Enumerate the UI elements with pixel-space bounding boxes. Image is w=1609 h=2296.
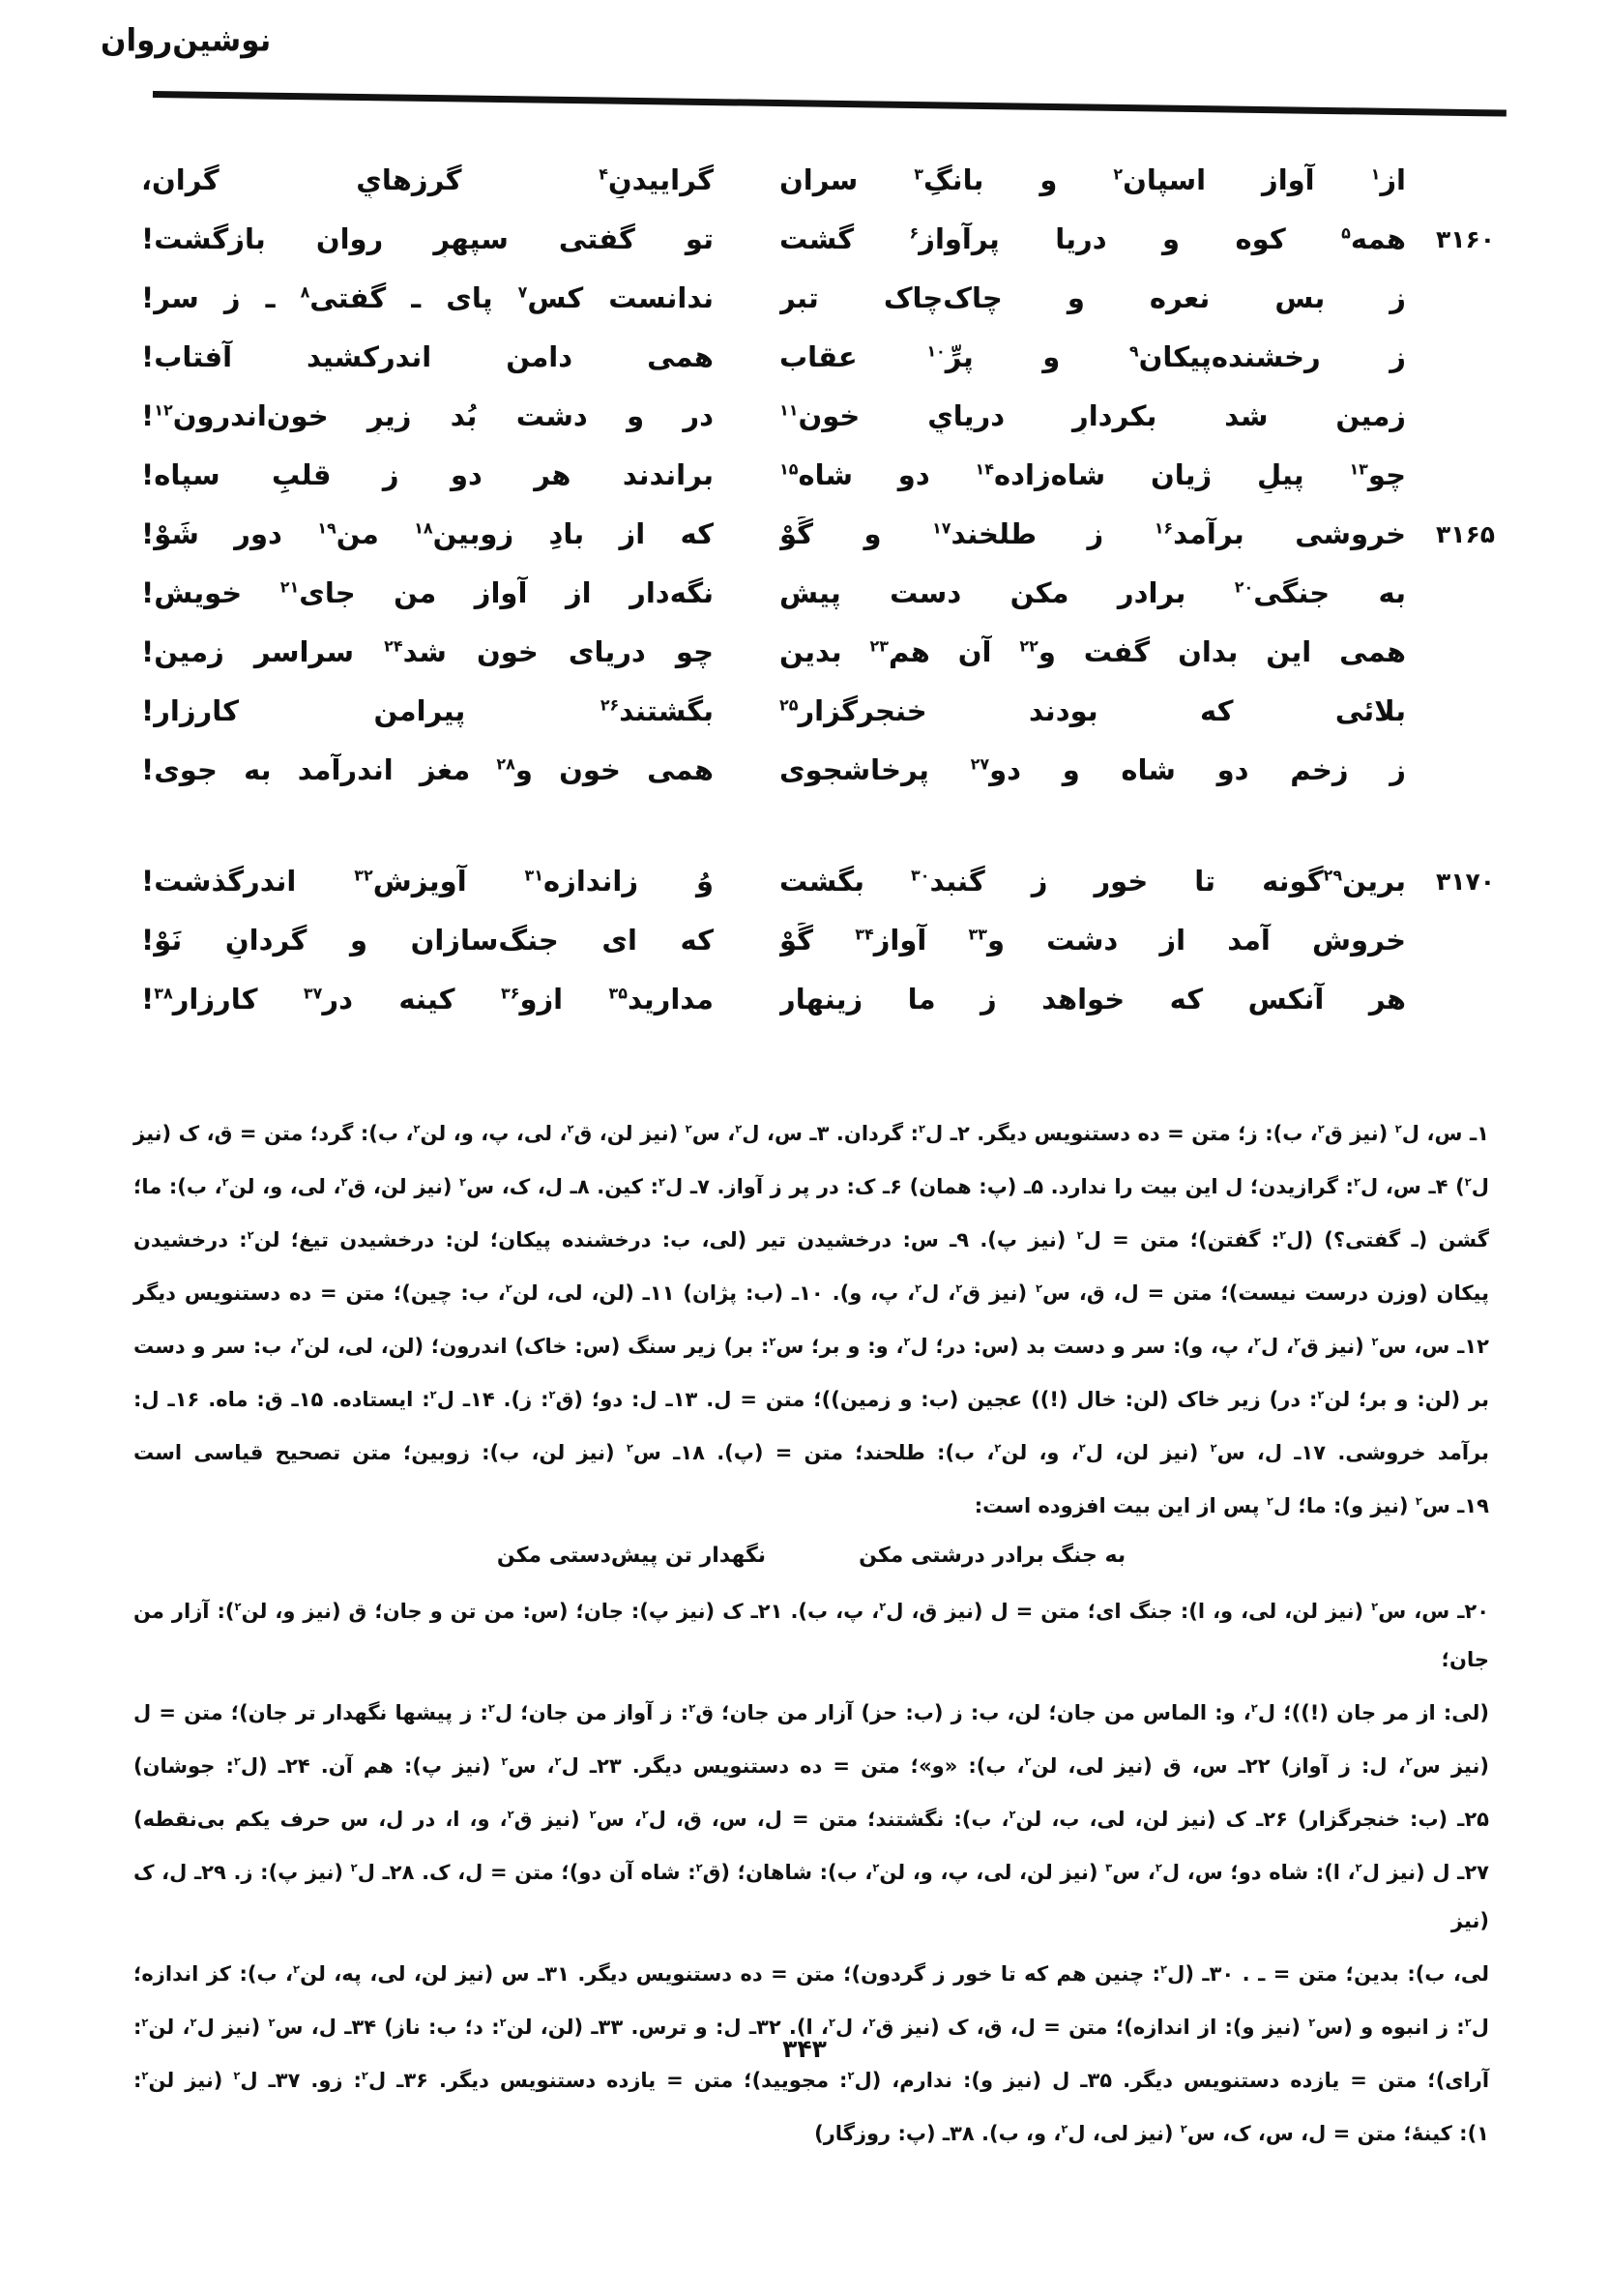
verse-row <box>141 210 1495 269</box>
header-rule-divider <box>153 91 1507 117</box>
hemistich-b: گراییدنِ$^۴$ گرزهايِ گران، <box>141 163 714 197</box>
apparatus-line: پیکان (وزن درست نیست)؛ متن = ل، ق، س$^۲$ (نیز ق$^۲$، ل$^۲$، پ، و). ۱۰ـ (ب: پژان) ۱۱ـ (لن، لی، لن$^۲$، ب: چین)؛ متن = ده دستنویس دیگر <box>133 1281 1489 1305</box>
verse-row <box>141 682 1495 741</box>
hemistich-b: در و دشت بُد زیرِ خون‌اندرون$^{۱۲}$! <box>141 399 714 433</box>
inserted-verse-row <box>133 1532 1489 1580</box>
apparatus-line: گشن (ـ گفتی؟) (ل$^۲$: گفتن)؛ متن = ل$^۲$ (نیز پ). ۹ـ س: درخشیدن تیر (لی، ب: درخشنده پیکان؛ لن: درخشیدن تیغ؛ لن$^۲$: درخشیدن <box>133 1228 1489 1251</box>
inserted-hemistich-a: به جنگ برادر درشتی مکن <box>859 1544 1126 1568</box>
hemistich-b: همی دامن اندرکشید آفتاب! <box>141 340 714 374</box>
apparatus-line: ل$^۲$: ز انبوه و (س$^۲$ (نیز و): از اندازه)؛ متن = ل، ق، ک (نیز ق$^۲$، ل$^۲$، ا). ۳۲ـ ل: و ترس. ۳۳ـ (لن، لن$^۲$: د؛ ب: ناز) ۳۴ـ ل، س$^۲$ (نیز ل$^۲$، لن$^۲$: <box>133 2016 1489 2039</box>
verse-row <box>141 970 1495 1029</box>
verse-row <box>141 623 1495 682</box>
hemistich-a: خروش آمد از دشت و$^{۳۳}$ آوازِ$^{۳۴}$ گَوْ <box>779 924 1406 957</box>
hemistich-a: ز رخشنده‌پیکان$^۹$ و پرِّ$^{۱۰}$ عقاب <box>779 340 1406 374</box>
apparatus-line: (لی: از مر جان (!))؛ ل$^۲$، و: الماس من جان؛ لن، ب: ز (ب: حز) آزار من جان؛ ق$^۲$: ز آواز من جان؛ ل$^۲$: ز پیشها نگهدار تر جان)؛ متن = ل <box>133 1701 1490 1724</box>
apparatus-line: ل$^۲$) ۴ـ س، ل$^۲$: گرازیدن؛ ل این بیت را ندارد. ۵ـ (پ: همان) ۶ـ ک: در پر ز آواز. ۷ـ ل$^۲$: کین. ۸ـ ل، ک، س$^۲$ (نیز لن، ق$^۲$، لی، و، لن$^۲$، ب): ما؛ <box>133 1175 1489 1198</box>
verse-row <box>141 387 1495 446</box>
apparatus-line: بر (لن: و بر؛ لن$^۲$: در) زیر خاک (لن: خال (!)) عجین (ب: و زمین))؛ متن = ل. ۱۳ـ ل: دو؛ (ق$^۲$: ز). ۱۴ـ ل$^۲$: ایستاده. ۱۵ـ ق: ماه. ۱۶ـ ل: <box>133 1388 1490 1411</box>
apparatus-line: ۱ـ س، ل$^۲$ (نیز ق$^۲$، ب): ز؛ متن = ده دستنویس دیگر. ۲ـ ل$^۲$: گردان. ۳ـ س، ل$^۲$، س$^۲$ (نیز لن، ق$^۲$، لی، پ، و، لن$^۲$، ب): گرد؛ متن = ق، ک (نیز <box>133 1122 1489 1145</box>
verse-row <box>141 852 1495 911</box>
verse-number: ۳۱۶۰ <box>1435 225 1495 253</box>
apparatus-line: (نیز س$^۲$، ل: ز آواز) ۲۲ـ س، ق (نیز لی، لن$^۲$، ب): «و»؛ متن = ده دستنویس دیگر. ۲۳ـ ل$^۲$، س$^۲$ (نیز پ): هم آن. ۲۴ـ (ل$^۲$: جوشان) <box>133 1754 1489 1778</box>
hemistich-b: همی خون و$^{۲۸}$ مغز اندرآمد به جوی! <box>141 753 714 787</box>
hemistich-b: ندانست کس$^۷$ پای ـ گفتی$^۸$ ـ ز سر! <box>141 281 714 315</box>
hemistich-a: هر آنکس که خواهد ز ما زینهار <box>779 983 1406 1016</box>
apparatus-line: لی، ب): بدین؛ متن = ـ . ۳۰ـ (ل$^۲$: چنین هم که تا خور ز گردون)؛ متن = ده دستنویس دیگر. ۳۱ـ س (نیز لن، لی، په، لن$^۲$، ب): کز اندازه؛ <box>133 1962 1489 1986</box>
critical-apparatus <box>133 1104 1489 2158</box>
apparatus-line: ۲۰ـ س، س$^۲$ (نیز لن، لی، و، ا): جنگ ای؛ متن = ل (نیز ق، ل$^۲$، پ، ب). ۲۱ـ ک (نیز پ): جان؛ (س: من تن و جان؛ ق (نیز و، لن$^۲$): آزار من جان؛ <box>133 1600 1490 1671</box>
hemistich-a: همی این بدان گفت و$^{۲۲}$ آن هم$^{۲۳}$ بدین <box>779 635 1406 669</box>
hemistich-b: که ای جنگ‌سازان و گردانِ نَوْ! <box>141 924 714 957</box>
hemistich-b: چو دریای خون شد$^{۲۴}$ سراسر زمین! <box>141 635 714 669</box>
hemistich-a: همه$^۵$ کوه و دریا پرآواز$^۶$ گشت <box>779 222 1406 256</box>
hemistich-b: نگه‌دار از آوازِ من جای$^{۲۱}$ خویش! <box>141 576 714 610</box>
hemistich-b: مدارید$^{۳۵}$ ازو$^{۳۶}$ کینه در$^{۳۷}$ کارزار$^{۳۸}$! <box>141 983 714 1016</box>
poem-section <box>141 151 1495 1029</box>
hemistich-a: برین$^{۲۹}$گونه تا خور ز گنبد$^{۳۰}$ بگشت <box>779 865 1406 898</box>
verse-number: ۳۱۷۰ <box>1435 868 1495 896</box>
verse-row <box>141 564 1495 623</box>
inserted-hemistich-b: نگهدار تن پیش‌دستی مکن <box>496 1544 767 1568</box>
verse-row <box>141 911 1495 970</box>
apparatus-line: ۱): کینۀ؛ متن = ل، س، ک، س$^۲$ (نیز لی، ل$^۲$، و، ب). ۳۸ـ (پ: روزگار) <box>814 2122 1489 2145</box>
running-header-title: نوشین‌روان <box>101 22 272 59</box>
verse-row <box>141 328 1495 387</box>
hemistich-a: ز بس نعره و چاک‌چاک تبر <box>779 281 1406 315</box>
page-number: ۳۴۳ <box>782 2035 827 2063</box>
verse-row <box>141 741 1495 800</box>
apparatus-line: آرای)؛ متن = یازده دستنویس دیگر. ۳۵ـ ل (نیز و): ندارم، (ل$^۲$: مجویید)؛ متن = یازده دستنویس دیگر. ۳۶ـ ل$^۲$: زو. ۳۷ـ ل$^۲$ (نیز لن$^۲$: <box>133 2069 1490 2092</box>
hemistich-b: وُ زاندازه$^{۳۱}$ آویزش$^{۳۲}$ اندرگذشت! <box>141 865 714 898</box>
verse-number: ۳۱۶۵ <box>1435 520 1495 548</box>
apparatus-line: ۲۷ـ ل (نیز ل$^۲$، ا): شاه دو؛ س، ل$^۲$، س$^۳$ (نیز لن، لی، پ، و، لن$^۲$، ب): شاهان؛ (ق$^۲$: شاه آن دو)؛ متن = ل، ک. ۲۸ـ ل$^۲$ (نیز پ): ز. ۲۹ـ ل، ک (نیز <box>133 1861 1489 1932</box>
hemistich-b: تو گفتی سپهرِ روان بازگشت! <box>141 222 714 256</box>
verse-row <box>141 151 1495 210</box>
hemistich-a: خروشی برآمد$^{۱۶}$ ز طلخند$^{۱۷}$ و گَوْ <box>779 517 1406 551</box>
hemistich-a: چو$^{۱۳}$ پیلِ ژیان شاه‌زاده$^{۱۴}$ دو شاه$^{۱۵}$ <box>779 458 1406 492</box>
verse-row <box>141 269 1495 328</box>
verse-row <box>141 446 1495 505</box>
hemistich-a: زمین شد بکردارِ دریايِ خون$^{۱۱}$ <box>779 399 1406 433</box>
verse-row <box>141 505 1495 564</box>
apparatus-line: ۲۵ـ (ب: خنجرگزار) ۲۶ـ ک (نیز لن، لی، ب، لن$^۲$، ب): نگشتند؛ متن = ل، س، ق، ل$^۲$، س$^۲$ (نیز ق$^۲$، و، ا، در ل، س حرف یکم بی‌نقطه) <box>133 1808 1489 1831</box>
hemistich-b: بگشتند$^{۲۶}$ پیرامنِ کارزار! <box>141 694 714 728</box>
hemistich-a: ز زخم دو شاه و دو$^{۲۷}$ پرخاشجوی <box>779 753 1406 787</box>
hemistich-b: براندند هر دو ز قلبِ سپاه! <box>141 458 714 492</box>
hemistich-a: از$^۱$ آوازِ اسپان$^۲$ و بانگِ$^۳$ سران <box>779 163 1406 197</box>
hemistich-a: بلائی که بودند خنجرگزار$^{۲۵}$ <box>779 694 1406 728</box>
apparatus-line: ۱۹ـ س$^۲$ (نیز و): ما؛ ل$^۲$ پس از این بیت افزوده است: <box>974 1494 1489 1517</box>
hemistich-a: به جنگی$^{۲۰}$ برادر مکن دست پیش <box>779 576 1406 610</box>
apparatus-line: برآمد خروشی. ۱۷ـ ل، س$^۲$ (نیز لن، ل$^۲$، و، لن$^۲$، ب): طلحند؛ متن = (پ). ۱۸ـ س$^۲$ (نیز لن، ب): زوبین؛ متن تصحیح قیاسی است <box>133 1441 1489 1464</box>
hemistich-b: که از بادِ زوبینِ$^{۱۸}$ من$^{۱۹}$ دور شَوْ! <box>141 517 714 551</box>
apparatus-line: ۱۲ـ س، س$^۲$ (نیز ق$^۲$، ل$^۲$، پ، و): سر و دست بد (س: در؛ ل$^۲$، و: و بر؛ س$^۲$: بر) زیر سنگ (س: خاک) اندرون؛ (لن، لی، لن$^۲$، ب: سر و دست <box>133 1335 1489 1358</box>
